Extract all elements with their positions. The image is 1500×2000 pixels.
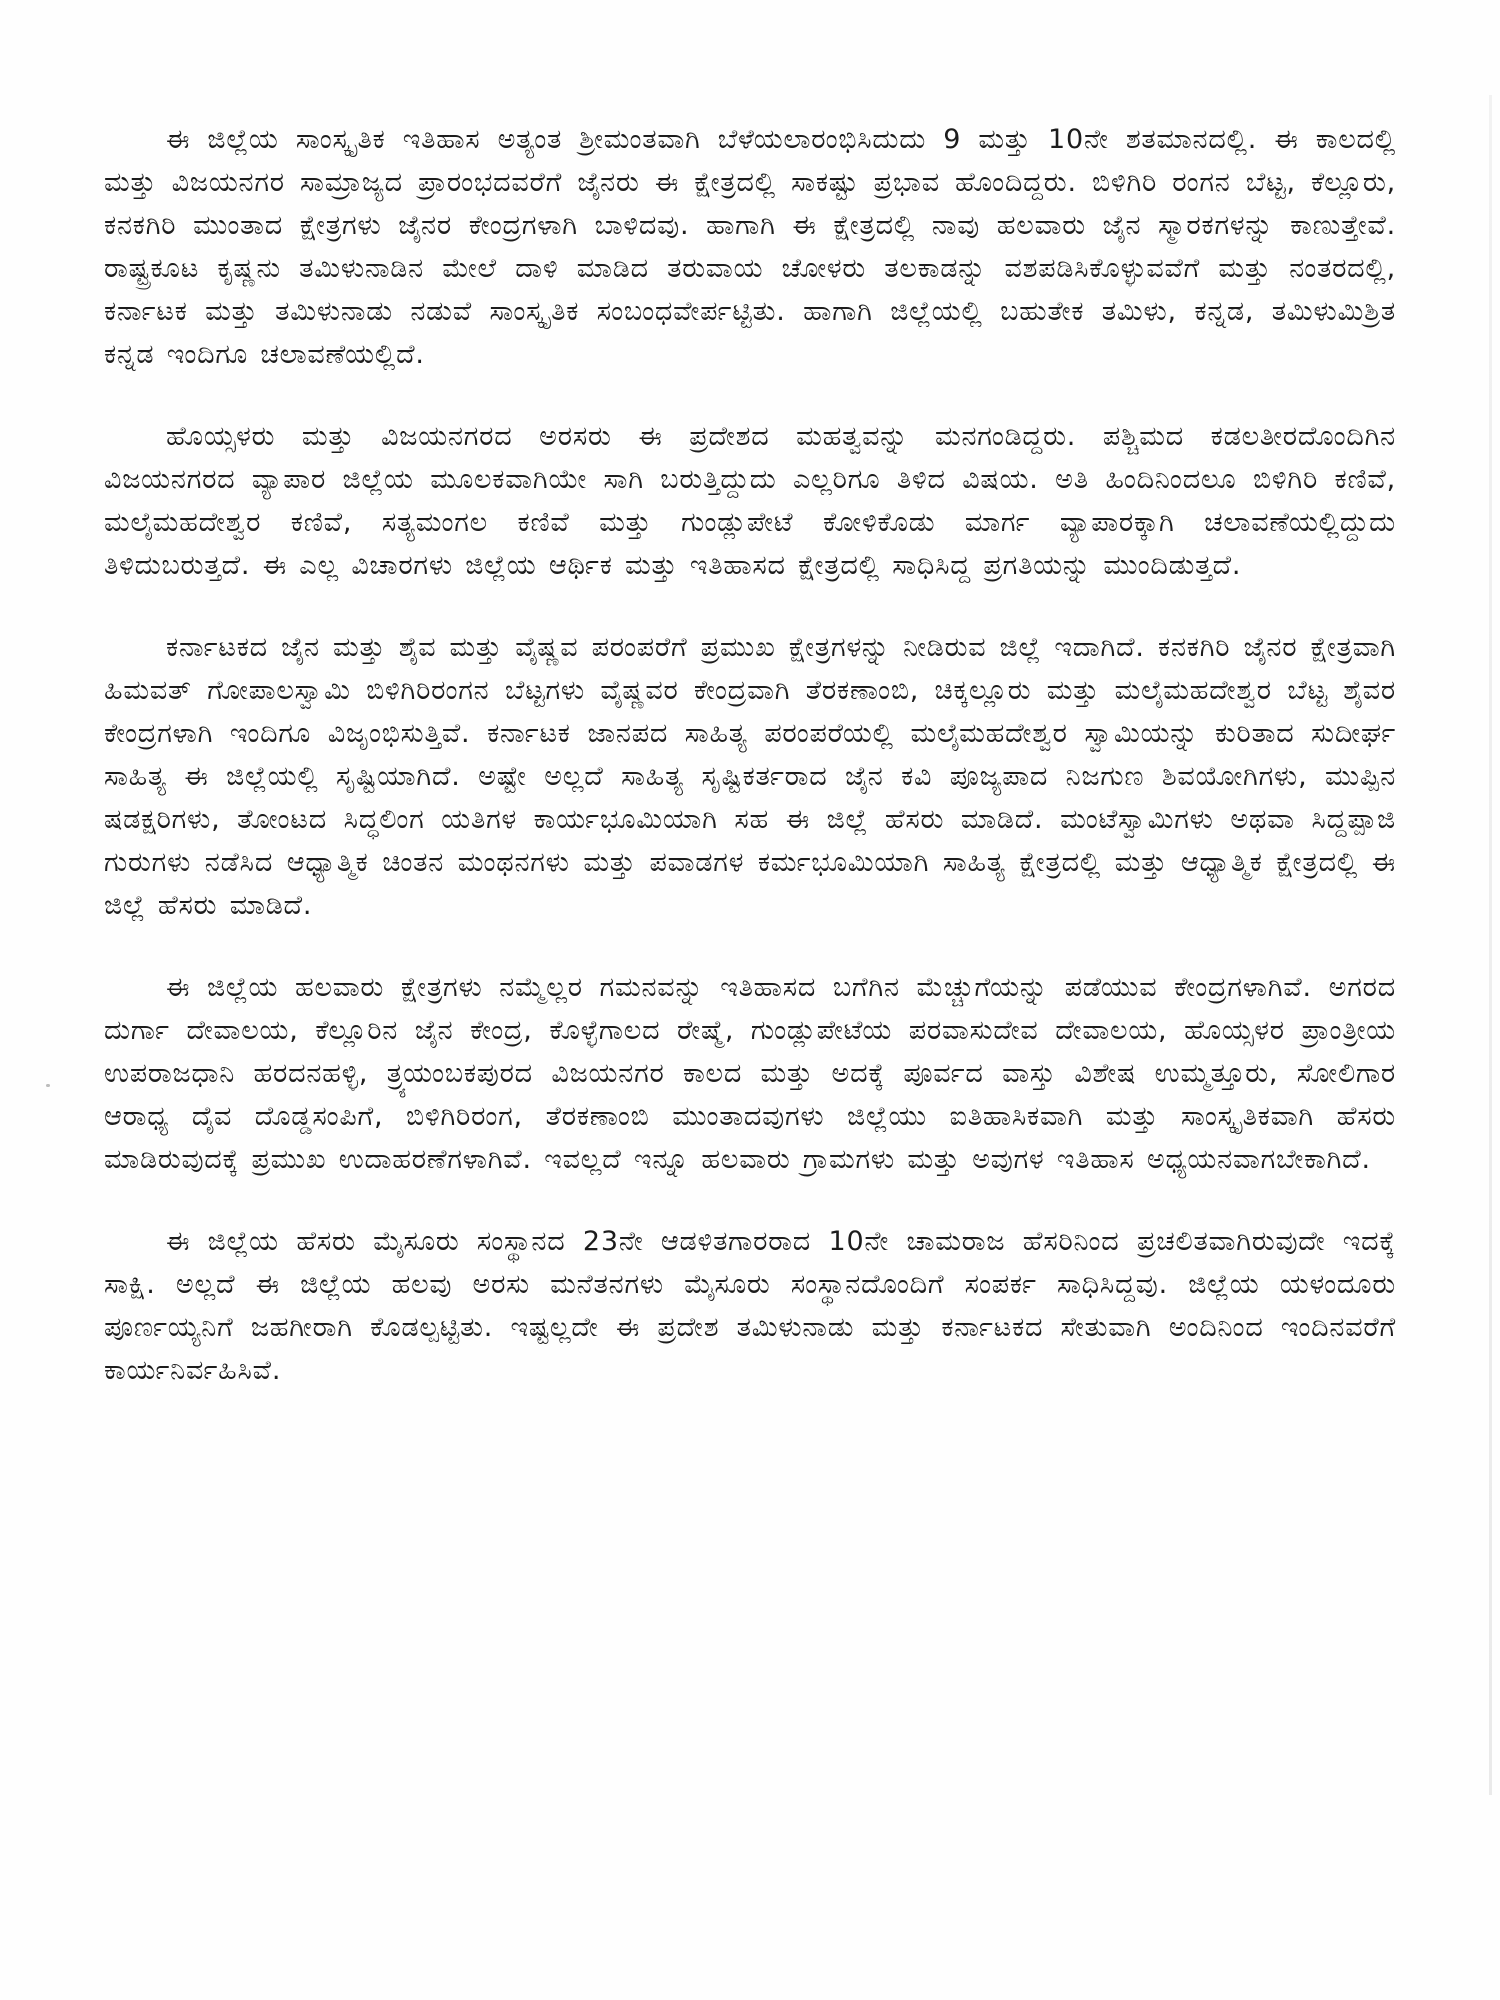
paragraph-cultural-history: ಈ ಜಿಲ್ಲೆಯ ಸಾಂಸ್ಕೃತಿಕ ಇತಿಹಾಸ ಅತ್ಯಂತ ಶ್ರೀಮಂತವಾಗಿ ಬೆಳೆಯಲಾರಂಭಿಸಿದುದು 9 ಮತ್ತು 10ನೇ ಶತಮಾನದಲ್ಲಿ. ಈ ಕಾಲದಲ್ಲಿ ಮತ್ತು ವಿಜಯನಗರ ಸಾಮ್ರಾಜ್ಯದ ಪ್ರಾರಂಭದವರೆಗೆ ಜೈನರು ಈ ಕ್ಷೇತ್ರದಲ್ಲಿ ಸಾಕಷ್ಟು ಪ್ರಭಾವ ಹೊಂದಿದ್ದರು. ಬಿಳಿಗಿರಿ ರಂಗನ ಬೆಟ್ಟ, ಕೆಲ್ಲೂರು, ಕನಕಗಿರಿ ಮುಂತಾದ ಕ್ಷೇತ್ರಗಳು ಜೈನರ ಕೇಂದ್ರಗಳಾಗಿ ಬಾಳಿದವು. ಹಾಗಾಗಿ ಈ ಕ್ಷೇತ್ರದಲ್ಲಿ ನಾವು ಹಲವಾರು ಜೈನ ಸ್ಮಾರಕಗಳನ್ನು ಕಾಣುತ್ತೇವೆ. ರಾಷ್ಟ್ರಕೂಟ ಕೃಷ್ಣನು ತಮಿಳುನಾಡಿನ ಮೇಲೆ ದಾಳಿ ಮಾಡಿದ ತರುವಾಯ ಚೋಳರು ತಲಕಾಡನ್ನು ವಶಪಡಿಸಿಕೊಳ್ಳುವವೆಗೆ ಮತ್ತು ನಂತರದಲ್ಲಿ, ಕರ್ನಾಟಕ ಮತ್ತು ತಮಿಳುನಾಡು ನಡುವೆ ಸಾಂಸ್ಕೃತಿಕ ಸಂಬಂಧವೇರ್ಪಟ್ಟಿತು. ಹಾಗಾಗಿ ಜಿಲ್ಲೆಯಲ್ಲಿ ಬಹುತೇಕ ತಮಿಳು, ಕನ್ನಡ, ತಮಿಳುಮಿಶ್ರಿತ ಕನ್ನಡ ಇಂದಿಗೂ ಚಲಾವಣೆಯಲ್ಲಿದೆ. (104, 124, 1396, 370)
document-body (104, 118, 1396, 1431)
paragraph-historic-sites: ಈ ಜಿಲ್ಲೆಯ ಹಲವಾರು ಕ್ಷೇತ್ರಗಳು ನಮ್ಮೆಲ್ಲರ ಗಮನವನ್ನು ಇತಿಹಾಸದ ಬಗೆಗಿನ ಮೆಚ್ಚುಗೆಯನ್ನು ಪಡೆಯುವ ಕೇಂದ್ರಗಳಾಗಿವೆ. ಅಗರದ ದುರ್ಗಾ ದೇವಾಲಯ, ಕೆಲ್ಲೂರಿನ ಜೈನ ಕೇಂದ್ರ, ಕೊಳ್ಳೆಗಾಲದ ರೇಷ್ಮೆ, ಗುಂಡ್ಲುಪೇಟೆಯ ಪರವಾಸುದೇವ ದೇವಾಲಯ, ಹೊಯ್ಸಳರ ಪ್ರಾಂತ್ರೀಯ ಉಪರಾಜಧಾನಿ ಹರದನಹಳ್ಳಿ, ತ್ರ್ಯಯಂಬಕಪುರದ ವಿಜಯನಗರ ಕಾಲದ ಮತ್ತು ಅದಕ್ಕೆ ಪೂರ್ವದ ವಾಸ್ತು ವಿಶೇಷ ಉಮ್ಮತ್ತೂರು, ಸೋಲಿಗಾರ ಆರಾಧ್ಯ ದೈವ ದೊಡ್ಡಸಂಪಿಗೆ, ಬಿಳಿಗಿರಿರಂಗ, ತೆರಕಣಾಂಬಿ ಮುಂತಾದವುಗಳು ಜಿಲ್ಲೆಯು ಐತಿಹಾಸಿಕವಾಗಿ ಮತ್ತು ಸಾಂಸ್ಕೃತಿಕವಾಗಿ ಹೆಸರು ಮಾಡಿರುವುದಕ್ಕೆ ಪ್ರಮುಖ ಉದಾಹರಣೆಗಳಾಗಿವೆ. ಇವಲ್ಲದೆ ಇನ್ನೂ ಹಲವಾರು ಗ್ರಾಮಗಳು ಮತ್ತು ಅವುಗಳ ಇತಿಹಾಸ ಅಧ್ಯಯನವಾಗಬೇಕಾಗಿದೆ. (104, 972, 1396, 1175)
paragraph-district-name: ಈ ಜಿಲ್ಲೆಯ ಹೆಸರು ಮೈಸೂರು ಸಂಸ್ಥಾನದ 23ನೇ ಆಡಳಿತಗಾರರಾದ 10ನೇ ಚಾಮರಾಜ ಹೆಸರಿನಿಂದ ಪ್ರಚಲಿತವಾಗಿರುವುದೇ ಇದಕ್ಕೆ ಸಾಕ್ಷಿ. ಅಲ್ಲದೆ ಈ ಜಿಲ್ಲೆಯ ಹಲವು ಅರಸು ಮನೆತನಗಳು ಮೈಸೂರು ಸಂಸ್ಥಾನದೊಂದಿಗೆ ಸಂಪರ್ಕ ಸಾಧಿಸಿದ್ದವು. ಜಿಲ್ಲೆಯ ಯಳಂದೂರು ಪೂರ್ಣಯ್ಯನಿಗೆ ಜಹಗೀರಾಗಿ ಕೊಡಲ್ಪಟ್ಟಿತು. ಇಷ್ಟಲ್ಲದೇ ಈ ಪ್ರದೇಶ ತಮಿಳುನಾಡು ಮತ್ತು ಕರ್ನಾಟಕದ ಸೇತುವಾಗಿ ಅಂದಿನಿಂದ ಇಂದಿನವರೆಗೆ ಕಾರ್ಯನಿರ್ವಹಿಸಿವೆ. (104, 1226, 1396, 1386)
paragraph-religious-centres: ಕರ್ನಾಟಕದ ಜೈನ ಮತ್ತು ಶೈವ ಮತ್ತು ವೈಷ್ಣವ ಪರಂಪರೆಗೆ ಪ್ರಮುಖ ಕ್ಷೇತ್ರಗಳನ್ನು ನೀಡಿರುವ ಜಿಲ್ಲೆ ಇದಾಗಿದೆ. ಕನಕಗಿರಿ ಜೈನರ ಕ್ಷೇತ್ರವಾಗಿ ಹಿಮವತ್ ಗೋಪಾಲಸ್ವಾಮಿ ಬಿಳಿಗಿರಿರಂಗನ ಬೆಟ್ಟಗಳು ವೈಷ್ಣವರ ಕೇಂದ್ರವಾಗಿ ತೆರಕಣಾಂಬಿ, ಚಿಕ್ಕಲ್ಲೂರು ಮತ್ತು ಮಲೈಮಹದೇಶ್ವರ ಬೆಟ್ಟ ಶೈವರ ಕೇಂದ್ರಗಳಾಗಿ ಇಂದಿಗೂ ವಿಜೃಂಭಿಸುತ್ತಿವೆ. ಕರ್ನಾಟಕ ಜಾನಪದ ಸಾಹಿತ್ಯ ಪರಂಪರೆಯಲ್ಲಿ ಮಲೈಮಹದೇಶ್ವರ ಸ್ವಾಮಿಯನ್ನು ಕುರಿತಾದ ಸುದೀರ್ಘ ಸಾಹಿತ್ಯ ಈ ಜಿಲ್ಲೆಯಲ್ಲಿ ಸೃಷ್ಟಿಯಾಗಿದೆ. ಅಷ್ಟೇ ಅಲ್ಲದೆ ಸಾಹಿತ್ಯ ಸೃಷ್ಟಿಕರ್ತರಾದ ಜೈನ ಕವಿ ಪೂಜ್ಯಪಾದ ನಿಜಗುಣ ಶಿವಯೋಗಿಗಳು, ಮುಪ್ಪಿನ ಷಡಕ್ಷರಿಗಳು, ತೋಂಟದ ಸಿದ್ಧಲಿಂಗ ಯತಿಗಳ ಕಾರ್ಯಭೂಮಿಯಾಗಿ ಸಹ ಈ ಜಿಲ್ಲೆ ಹೆಸರು ಮಾಡಿದೆ. ಮಂಟೆಸ್ವಾಮಿಗಳು ಅಥವಾ ಸಿದ್ದಪ್ಪಾಜಿ ಗುರುಗಳು ನಡೆಸಿದ ಆಧ್ಯಾತ್ಮಿಕ ಚಿಂತನ ಮಂಥನಗಳು ಮತ್ತು ಪವಾಡಗಳ ಕರ್ಮಭೂಮಿಯಾಗಿ ಸಾಹಿತ್ಯ ಕ್ಷೇತ್ರದಲ್ಲಿ ಮತ್ತು ಆಧ್ಯಾತ್ಮಿಕ ಕ್ಷೇತ್ರದಲ್ಲಿ ಈ ಜಿಲ್ಲೆ ಹೆಸರು ಮಾಡಿದೆ. (104, 632, 1396, 921)
page-edge-shadow (1489, 95, 1492, 1795)
scan-speck (46, 1084, 50, 1087)
paragraph-trade-routes: ಹೊಯ್ಸಳರು ಮತ್ತು ವಿಜಯನಗರದ ಅರಸರು ಈ ಪ್ರದೇಶದ ಮಹತ್ವವನ್ನು ಮನಗಂಡಿದ್ದರು. ಪಶ್ಚಿಮದ ಕಡಲತೀರದೊಂದಿಗಿನ ವಿಜಯನಗರದ ವ್ಯಾಪಾರ ಜಿಲ್ಲೆಯ ಮೂಲಕವಾಗಿಯೇ ಸಾಗಿ ಬರುತ್ತಿದ್ದುದು ಎಲ್ಲರಿಗೂ ತಿಳಿದ ವಿಷಯ. ಅತಿ ಹಿಂದಿನಿಂದಲೂ ಬಿಳಿಗಿರಿ ಕಣಿವೆ, ಮಲೈಮಹದೇಶ್ವರ ಕಣಿವೆ, ಸತ್ಯಮಂಗಲ ಕಣಿವೆ ಮತ್ತು ಗುಂಡ್ಲುಪೇಟೆ ಕೋಳಿಕೊಡು ಮಾರ್ಗ ವ್ಯಾಪಾರಕ್ಕಾಗಿ ಚಲಾವಣೆಯಲ್ಲಿದ್ದುದು ತಿಳಿದುಬರುತ್ತದೆ. ಈ ಎಲ್ಲ ವಿಚಾರಗಳು ಜಿಲ್ಲೆಯ ಆರ್ಥಿಕ ಮತ್ತು ಇತಿಹಾಸದ ಕ್ಷೇತ್ರದಲ್ಲಿ ಸಾಧಿಸಿದ್ದ ಪ್ರಗತಿಯನ್ನು ಮುಂದಿಡುತ್ತದೆ. (104, 421, 1396, 581)
